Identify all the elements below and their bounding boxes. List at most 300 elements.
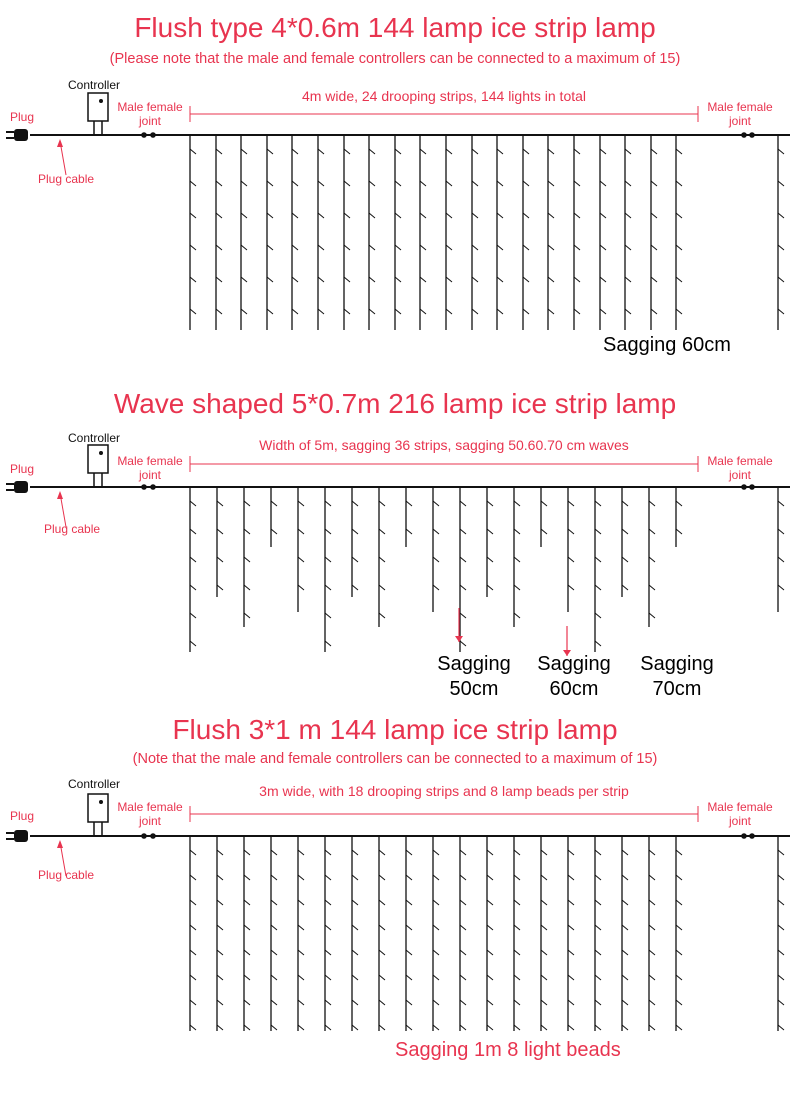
lamp-bead	[600, 181, 606, 186]
lamp-bead	[217, 925, 223, 930]
lamp-bead	[271, 875, 277, 880]
section1-joint-right-label: Male female joint	[707, 100, 773, 128]
lamp-bead	[216, 277, 222, 282]
joint-connector	[741, 833, 747, 839]
section3-joint-right-label: Male female joint	[707, 800, 773, 828]
lamp-bead	[541, 875, 547, 880]
lamp-bead	[676, 850, 682, 855]
lamp-bead	[487, 900, 493, 905]
lamp-bead	[778, 875, 784, 880]
lamp-bead	[406, 850, 412, 855]
lamp-bead	[420, 277, 426, 282]
lamp-bead	[574, 213, 580, 218]
lamp-bead	[472, 277, 478, 282]
lamp-bead	[676, 529, 682, 534]
lamp-bead	[778, 501, 784, 506]
lamp-bead	[568, 900, 574, 905]
lamp-bead	[778, 1000, 784, 1005]
lamp-bead	[574, 181, 580, 186]
plug-icon	[14, 481, 28, 493]
lamp-bead	[595, 1000, 601, 1005]
lamp-bead	[406, 950, 412, 955]
lamp-bead	[622, 975, 628, 980]
lamp-bead	[325, 1000, 331, 1005]
lamp-bead	[344, 309, 350, 314]
lamp-bead	[267, 213, 273, 218]
lamp-bead	[622, 925, 628, 930]
lamp-bead	[217, 1025, 223, 1030]
lamp-bead	[514, 613, 520, 618]
lamp-bead	[497, 277, 503, 282]
lamp-bead	[406, 900, 412, 905]
lamp-bead	[352, 875, 358, 880]
lamp-bead	[460, 900, 466, 905]
lamp-bead	[298, 501, 304, 506]
lamp-bead	[433, 850, 439, 855]
lamp-bead	[244, 557, 250, 562]
lamp-bead	[778, 529, 784, 534]
lamp-bead	[190, 613, 196, 618]
lamp-bead	[369, 181, 375, 186]
lamp-bead	[568, 529, 574, 534]
lamp-bead	[541, 501, 547, 506]
lamp-bead	[548, 309, 554, 314]
lamp-bead	[649, 1000, 655, 1005]
lamp-bead	[595, 641, 601, 646]
lamp-bead	[460, 925, 466, 930]
joint-connector	[141, 833, 147, 839]
lamp-bead	[369, 245, 375, 250]
lamp-bead	[651, 277, 657, 282]
lamp-bead	[625, 277, 631, 282]
lamp-bead	[406, 529, 412, 534]
controller-box	[88, 93, 108, 121]
lamp-bead	[651, 309, 657, 314]
lamp-bead	[420, 149, 426, 154]
lamp-bead	[541, 950, 547, 955]
lamp-bead	[460, 850, 466, 855]
lamp-bead	[568, 1000, 574, 1005]
lamp-bead	[217, 557, 223, 562]
lamp-bead	[778, 557, 784, 562]
lamp-bead	[325, 850, 331, 855]
lamp-bead	[190, 529, 196, 534]
lamp-bead	[379, 529, 385, 534]
lamp-bead	[344, 149, 350, 154]
lamp-bead	[649, 850, 655, 855]
lamp-bead	[622, 875, 628, 880]
lamp-bead	[433, 925, 439, 930]
section3-joint-left-label: Male female joint	[117, 800, 183, 828]
lamp-bead	[487, 557, 493, 562]
lamp-bead	[523, 309, 529, 314]
joint-connector	[741, 132, 747, 138]
lamp-bead	[595, 925, 601, 930]
lamp-bead	[548, 245, 554, 250]
lamp-bead	[318, 149, 324, 154]
lamp-bead	[523, 181, 529, 186]
lamp-bead	[267, 149, 273, 154]
lamp-bead	[244, 950, 250, 955]
lamp-bead	[778, 149, 784, 154]
lamp-bead	[318, 309, 324, 314]
lamp-bead	[190, 1000, 196, 1005]
lamp-bead	[352, 501, 358, 506]
lamp-bead	[433, 875, 439, 880]
lamp-bead	[497, 149, 503, 154]
lamp-bead	[472, 213, 478, 218]
lamp-bead	[369, 149, 375, 154]
lamp-bead	[216, 309, 222, 314]
lamp-bead	[460, 557, 466, 562]
lamp-bead	[778, 213, 784, 218]
section2-sagging-70-label: Sagging 70cm	[640, 653, 714, 700]
lamp-bead	[523, 277, 529, 282]
lamp-bead	[460, 501, 466, 506]
lamp-bead	[625, 181, 631, 186]
lamp-bead	[600, 149, 606, 154]
lamp-bead	[271, 501, 277, 506]
lamp-bead	[190, 875, 196, 880]
lamp-bead	[241, 277, 247, 282]
lamp-bead	[541, 925, 547, 930]
lamp-bead	[217, 975, 223, 980]
lamp-bead	[649, 1025, 655, 1030]
lamp-bead	[241, 149, 247, 154]
lamp-bead	[600, 309, 606, 314]
joint-connector	[749, 833, 755, 839]
lamp-bead	[433, 950, 439, 955]
lamp-bead	[352, 557, 358, 562]
lamp-bead	[241, 245, 247, 250]
lamp-bead	[344, 245, 350, 250]
lamp-bead	[487, 950, 493, 955]
section3-note: (Note that the male and female controllers can be connected to a maximum of 15)	[132, 751, 658, 767]
lamp-bead	[244, 975, 250, 980]
lamp-bead	[217, 501, 223, 506]
lamp-bead	[595, 875, 601, 880]
lamp-bead	[190, 850, 196, 855]
lamp-bead	[676, 245, 682, 250]
lamp-bead	[406, 1025, 412, 1030]
lamp-bead	[487, 975, 493, 980]
lamp-bead	[379, 925, 385, 930]
lamp-bead	[190, 557, 196, 562]
lamp-bead	[352, 850, 358, 855]
lamp-bead	[271, 850, 277, 855]
joint-connector	[150, 833, 156, 839]
section2-joint-left-label: Male female joint	[117, 454, 183, 482]
lamp-bead	[190, 501, 196, 506]
lamp-bead	[244, 925, 250, 930]
lamp-bead	[406, 501, 412, 506]
lamp-bead	[472, 149, 478, 154]
lamp-bead	[625, 245, 631, 250]
lamp-bead	[574, 309, 580, 314]
lamp-bead	[190, 975, 196, 980]
section2-joint-right-label: Male female joint	[707, 454, 773, 482]
lamp-bead	[352, 975, 358, 980]
lamp-bead	[292, 181, 298, 186]
lamp-bead	[622, 950, 628, 955]
lamp-bead	[472, 245, 478, 250]
lamp-bead	[241, 181, 247, 186]
lamp-bead	[318, 181, 324, 186]
lamp-bead	[318, 245, 324, 250]
joint-connector	[741, 484, 747, 490]
lamp-bead	[649, 501, 655, 506]
plug-cable-arrowhead	[57, 139, 63, 147]
lamp-bead	[244, 501, 250, 506]
lamp-bead	[514, 1000, 520, 1005]
lamp-bead	[595, 1025, 601, 1030]
lamp-bead	[325, 900, 331, 905]
lamp-bead	[379, 950, 385, 955]
section2-title: Wave shaped 5*0.7m 216 lamp ice strip lamp	[113, 388, 677, 419]
lamp-bead	[298, 950, 304, 955]
lamp-bead	[292, 149, 298, 154]
lamp-bead	[244, 900, 250, 905]
lamp-bead	[271, 1000, 277, 1005]
lamp-bead	[267, 181, 273, 186]
joint-connector	[749, 484, 755, 490]
sagging-arrowhead	[455, 636, 463, 642]
lamp-bead	[600, 277, 606, 282]
lamp-bead	[244, 585, 250, 590]
lamp-bead	[548, 149, 554, 154]
lamp-bead	[395, 245, 401, 250]
lamp-bead	[460, 529, 466, 534]
lamp-bead	[446, 309, 452, 314]
lamp-bead	[622, 557, 628, 562]
lamp-bead	[625, 149, 631, 154]
lamp-bead	[292, 277, 298, 282]
lamp-bead	[472, 181, 478, 186]
lamp-bead	[487, 850, 493, 855]
lamp-bead	[487, 529, 493, 534]
section3-plug-cable-label: Plug cable	[38, 868, 95, 882]
lamp-bead	[298, 1025, 304, 1030]
lamp-bead	[298, 1000, 304, 1005]
lamp-bead	[433, 975, 439, 980]
controller-button	[99, 800, 103, 804]
lamp-bead	[568, 585, 574, 590]
lamp-bead	[514, 585, 520, 590]
lamp-bead	[595, 613, 601, 618]
lamp-bead	[325, 925, 331, 930]
lamp-bead	[676, 501, 682, 506]
lamp-bead	[406, 925, 412, 930]
lamp-bead	[217, 585, 223, 590]
lamp-bead	[600, 213, 606, 218]
lamp-bead	[514, 1025, 520, 1030]
lamp-bead	[379, 613, 385, 618]
lamp-bead	[379, 900, 385, 905]
section1-title: Flush type 4*0.6m 144 lamp ice strip lamp	[134, 12, 656, 43]
lamp-bead	[298, 875, 304, 880]
lamp-bead	[271, 1025, 277, 1030]
lamp-bead	[460, 950, 466, 955]
lamp-bead	[318, 277, 324, 282]
lamp-bead	[298, 585, 304, 590]
lamp-bead	[433, 1025, 439, 1030]
lamp-bead	[298, 975, 304, 980]
lamp-bead	[568, 950, 574, 955]
lamp-bead	[395, 181, 401, 186]
section2-dimension-label: Width of 5m, sagging 36 strips, sagging 50.60.70 cm waves	[259, 437, 629, 453]
lamp-bead	[676, 1000, 682, 1005]
joint-connector	[141, 484, 147, 490]
lamp-bead	[244, 529, 250, 534]
lamp-bead	[595, 900, 601, 905]
joint-connector	[141, 132, 147, 138]
lamp-bead	[344, 277, 350, 282]
lamp-bead	[190, 277, 196, 282]
section1-joint-left-label: Male female joint	[117, 100, 183, 128]
lamp-bead	[651, 213, 657, 218]
lamp-bead	[651, 149, 657, 154]
lamp-bead	[325, 557, 331, 562]
lamp-bead	[625, 309, 631, 314]
lamp-bead	[190, 900, 196, 905]
lamp-bead	[352, 925, 358, 930]
lamp-bead	[406, 875, 412, 880]
section2-plug-cable-label: Plug cable	[44, 522, 101, 536]
lamp-bead	[446, 277, 452, 282]
lamp-bead	[460, 1025, 466, 1030]
lamp-bead	[548, 181, 554, 186]
lamp-bead	[379, 1025, 385, 1030]
lamp-bead	[472, 309, 478, 314]
lamp-bead	[778, 950, 784, 955]
lamp-bead	[433, 1000, 439, 1005]
lamp-bead	[298, 925, 304, 930]
lamp-bead	[216, 181, 222, 186]
section2-sagging-50-label: Sagging 50cm	[437, 653, 511, 700]
lamp-bead	[649, 900, 655, 905]
section1-sagging-label: Sagging 60cm	[603, 334, 731, 356]
lamp-bead	[649, 950, 655, 955]
lamp-bead	[298, 529, 304, 534]
lamp-bead	[622, 585, 628, 590]
lamp-bead	[778, 245, 784, 250]
lamp-bead	[267, 277, 273, 282]
lamp-bead	[352, 1025, 358, 1030]
lamp-bead	[217, 875, 223, 880]
section3-plug-label: Plug	[10, 809, 35, 823]
lamp-bead	[433, 501, 439, 506]
section3-title: Flush 3*1 m 144 lamp ice strip lamp	[172, 714, 618, 745]
lamp-bead	[649, 613, 655, 618]
lamp-bead	[379, 501, 385, 506]
lamp-bead	[568, 1025, 574, 1030]
lamp-bead	[595, 975, 601, 980]
lamp-bead	[271, 529, 277, 534]
lamp-bead	[344, 213, 350, 218]
lamp-bead	[446, 213, 452, 218]
lamp-bead	[497, 181, 503, 186]
lamp-bead	[514, 557, 520, 562]
lamp-bead	[244, 875, 250, 880]
lamp-bead	[574, 149, 580, 154]
lamp-bead	[514, 501, 520, 506]
plug-icon	[14, 129, 28, 141]
lamp-bead	[352, 900, 358, 905]
lamp-bead	[514, 850, 520, 855]
lamp-bead	[487, 925, 493, 930]
section1-controller-label: Controller	[68, 78, 121, 92]
lamp-bead	[190, 149, 196, 154]
lamp-bead	[460, 1000, 466, 1005]
lamp-bead	[497, 245, 503, 250]
lamp-bead	[574, 245, 580, 250]
lamp-bead	[487, 1000, 493, 1005]
controller-box	[88, 794, 108, 822]
lamp-bead	[676, 277, 682, 282]
lamp-bead	[568, 557, 574, 562]
plug-icon	[14, 830, 28, 842]
joint-connector	[150, 484, 156, 490]
lamp-bead	[379, 557, 385, 562]
lamp-bead	[433, 557, 439, 562]
lamp-bead	[216, 245, 222, 250]
lamp-bead	[271, 975, 277, 980]
lamp-bead	[595, 950, 601, 955]
lamp-bead	[190, 1025, 196, 1030]
lamp-bead	[568, 925, 574, 930]
lamp-bead	[325, 529, 331, 534]
lamp-bead	[651, 245, 657, 250]
lamp-bead	[433, 585, 439, 590]
lamp-bead	[244, 613, 250, 618]
lamp-bead	[778, 850, 784, 855]
lamp-bead	[369, 277, 375, 282]
lamp-bead	[487, 585, 493, 590]
lamp-bead	[352, 585, 358, 590]
section2-plug-label: Plug	[10, 462, 35, 476]
lamp-bead	[514, 950, 520, 955]
lamp-bead	[541, 1025, 547, 1030]
section3-dimension-label: 3m wide, with 18 drooping strips and 8 lamp beads per strip	[259, 783, 629, 799]
lamp-bead	[267, 245, 273, 250]
lamp-bead	[216, 149, 222, 154]
section3-sagging-label: Sagging 1m 8 light beads	[395, 1039, 621, 1061]
lamp-bead	[369, 309, 375, 314]
lamp-bead	[778, 1025, 784, 1030]
lamp-bead	[676, 1025, 682, 1030]
lamp-bead	[460, 613, 466, 618]
lamp-bead	[778, 585, 784, 590]
lamp-bead	[379, 850, 385, 855]
lamp-bead	[541, 1000, 547, 1005]
lamp-bead	[190, 585, 196, 590]
lamp-bead	[460, 875, 466, 880]
controller-button	[99, 451, 103, 455]
lamp-bead	[244, 1025, 250, 1030]
controller-box	[88, 445, 108, 473]
lamp-bead	[241, 309, 247, 314]
lamp-bead	[190, 950, 196, 955]
lamp-bead	[595, 585, 601, 590]
plug-cable-arrowhead	[57, 840, 63, 848]
lamp-bead	[406, 975, 412, 980]
lamp-bead	[574, 277, 580, 282]
joint-connector	[749, 132, 755, 138]
lamp-bead	[514, 900, 520, 905]
section2-controller-label: Controller	[68, 431, 121, 445]
lamp-bead	[241, 213, 247, 218]
lamp-bead	[778, 309, 784, 314]
